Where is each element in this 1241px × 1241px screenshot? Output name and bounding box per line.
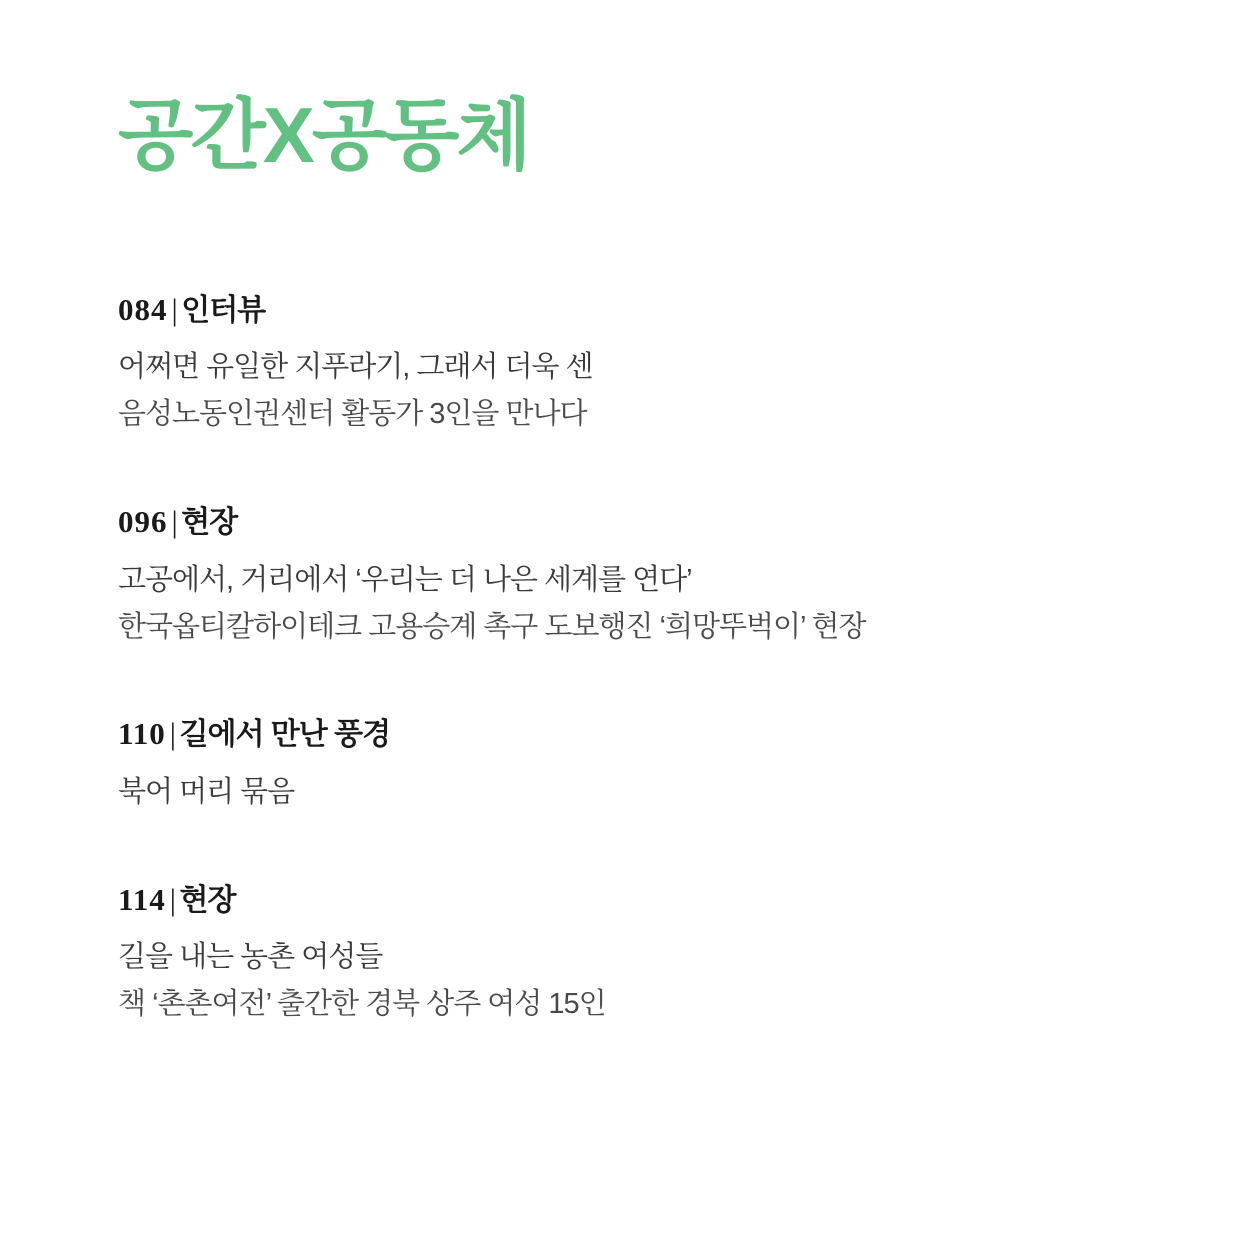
toc-entry-subtitle: 한국옵티칼하이테크 고용승계 촉구 도보행진 ‘희망뚜벅이’ 현장 <box>118 610 866 643</box>
toc-entry-header <box>118 290 1118 330</box>
toc-entry-page: 096 <box>118 504 168 540</box>
toc-list <box>118 290 1118 1028</box>
toc-entry-title: 어쩌면 유일한 지푸라기, 그래서 더욱 센 <box>118 351 593 384</box>
toc-entry-header <box>118 714 1118 754</box>
toc-entry[interactable] <box>118 502 1118 650</box>
toc-entry-kind: 길에서 만난 풍경 <box>179 718 391 752</box>
section-title: 공간X공동체 <box>118 91 529 179</box>
toc-entry-page: 084 <box>118 292 168 327</box>
toc-entry-title: 북어 머리 묶음 <box>118 775 295 808</box>
toc-entry[interactable] <box>118 880 1118 1028</box>
toc-entry-subtitle: 책 ‘촌촌여전’ 출간한 경북 상주 여성 15인 <box>118 988 606 1020</box>
toc-entry-page: 114 <box>118 881 166 917</box>
toc-entry-kind: 인터뷰 <box>181 294 266 327</box>
toc-entry-title: 길을 내는 농촌 여성들 <box>118 941 383 974</box>
toc-entry-title: 고공에서, 거리에서 ‘우리는 더 나은 세계를 연다’ <box>118 563 692 596</box>
toc-entry-header <box>118 880 1118 920</box>
toc-entry-separator: | <box>171 292 178 327</box>
toc-entry[interactable] <box>118 714 1118 815</box>
toc-entry-header <box>118 502 1118 542</box>
toc-entry-page: 110 <box>118 716 166 752</box>
toc-entry[interactable] <box>118 290 1118 438</box>
toc-entry-kind: 현장 <box>181 506 238 540</box>
toc-entry-separator: | <box>169 716 176 752</box>
toc-entry-separator: | <box>171 504 178 540</box>
toc-entry-separator: | <box>169 881 176 917</box>
toc-entry-kind: 현장 <box>179 883 236 917</box>
toc-entry-subtitle: 음성노동인권센터 활동가 3인을 만나다 <box>118 398 587 431</box>
